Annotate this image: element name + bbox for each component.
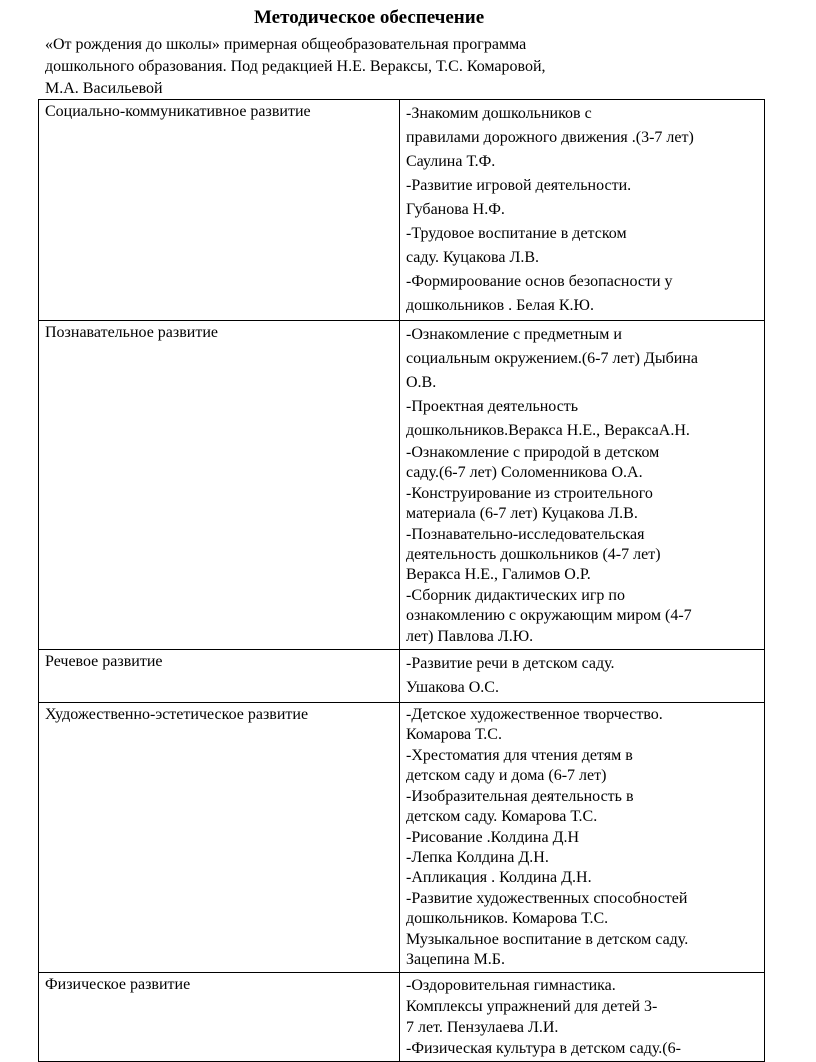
materials-cell — [400, 703, 765, 973]
material-line: Музыкальное воспитание в детском саду. — [406, 930, 689, 948]
material-line: дошкольников.Веракса Н.Е., ВераксаА.Н. — [406, 422, 690, 439]
materials-cell — [400, 973, 765, 1062]
material-line: детском саду и дома (6-7 лет) — [406, 767, 607, 785]
category-cell: Социально-коммуникативное развитие — [39, 100, 400, 321]
table-row — [39, 650, 765, 703]
category-cell: Физическое развитие — [39, 973, 400, 1062]
material-line: -Ознакомление с предметным и — [406, 326, 622, 343]
material-line: дошкольников. Комарова Т.С. — [406, 910, 609, 928]
material-line: -Познавательно-исследовательская — [406, 525, 645, 543]
material-line: -Трудовое воспитание в детском — [406, 225, 627, 242]
category-cell: Художественно-эстетическое развитие — [39, 703, 400, 973]
material-line: -Лепка Колдина Д.Н. — [406, 848, 549, 866]
program-description — [45, 34, 745, 100]
material-line: дошкольников . Белая К.Ю. — [406, 297, 594, 314]
table-row — [39, 703, 765, 973]
material-line: 7 лет. Пензулаева Л.И. — [406, 1019, 559, 1037]
material-line: -Сборник дидактических игр по — [406, 586, 625, 604]
material-line: О.В. — [406, 374, 437, 391]
materials-cell — [400, 100, 765, 321]
material-line: Комплексы упражнений для детей 3- — [406, 998, 658, 1016]
material-line: -Оздоровительная гимнастика. — [406, 977, 616, 995]
material-line: -Ознакомление с природой в детском — [406, 444, 660, 461]
material-line: социальным окружением.(6-7 лет) Дыбина — [406, 350, 698, 367]
intro-line: «От рождения до школы» примерная общеобразовательная программа — [45, 36, 527, 53]
table-row — [39, 973, 765, 1062]
material-line: правилами дорожного движения .(3-7 лет) — [406, 129, 694, 146]
methodology-table — [38, 99, 765, 1062]
material-line: детском саду. Комарова Т.С. — [406, 808, 598, 826]
material-line: саду. Куцакова Л.В. — [406, 249, 539, 266]
material-line: -Знакомим дошкольников с — [406, 105, 592, 122]
material-line: деятельность дошкольников (4-7 лет) — [406, 546, 661, 564]
material-line: -Изобразительная деятельность в — [406, 787, 634, 805]
table-row — [39, 321, 765, 650]
material-line: материала (6-7 лет) Куцакова Л.В. — [406, 505, 638, 523]
table-row — [39, 100, 765, 321]
materials-cell — [400, 650, 765, 703]
category-cell: Речевое развитие — [39, 650, 400, 703]
material-line: саду.(6-7 лет) Соломенникова О.А. — [406, 464, 643, 482]
material-line: Комарова Т.С. — [406, 726, 502, 744]
material-line: -Апликация . Колдина Д.Н. — [406, 869, 592, 887]
material-line: -Хрестоматия для чтения детям в — [406, 746, 633, 764]
page-title: Методическое обеспечение — [254, 7, 485, 28]
material-line: -Развитие речи в детском саду. — [406, 655, 615, 673]
material-line: -Детское художественное творчество. — [406, 706, 663, 724]
material-line: -Развитие художественных способностей — [406, 889, 688, 907]
intro-line: М.А. Васильевой — [45, 80, 163, 97]
intro-line: дошкольного образования. Под редакцией Н.Е. Вераксы, Т.С. Комаровой, — [45, 58, 546, 75]
material-line: ознакомлению с окружающим миром (4-7 — [406, 607, 692, 625]
material-line: лет) Павлова Л.Ю. — [406, 627, 534, 645]
material-line: Зацепина М.Б. — [406, 950, 505, 968]
material-line: -Конструирование из строительного — [406, 484, 653, 502]
material-line: Саулина Т.Ф. — [406, 153, 496, 170]
category-cell: Познавательное развитие — [39, 321, 400, 650]
material-line: -Формироование основ безопасности у — [406, 273, 673, 290]
material-line: Веракса Н.Е., Галимов О.Р. — [406, 566, 591, 584]
material-line: -Проектная деятельность — [406, 398, 579, 415]
material-line: Губанова Н.Ф. — [406, 201, 505, 218]
material-line: -Развитие игровой деятельности. — [406, 177, 632, 194]
materials-cell — [400, 321, 765, 650]
material-line: Ушакова О.С. — [406, 679, 499, 697]
material-line: -Физическая культура в детском саду.(6- — [406, 1040, 681, 1058]
material-line: -Рисование .Колдина Д.Н — [406, 828, 580, 846]
